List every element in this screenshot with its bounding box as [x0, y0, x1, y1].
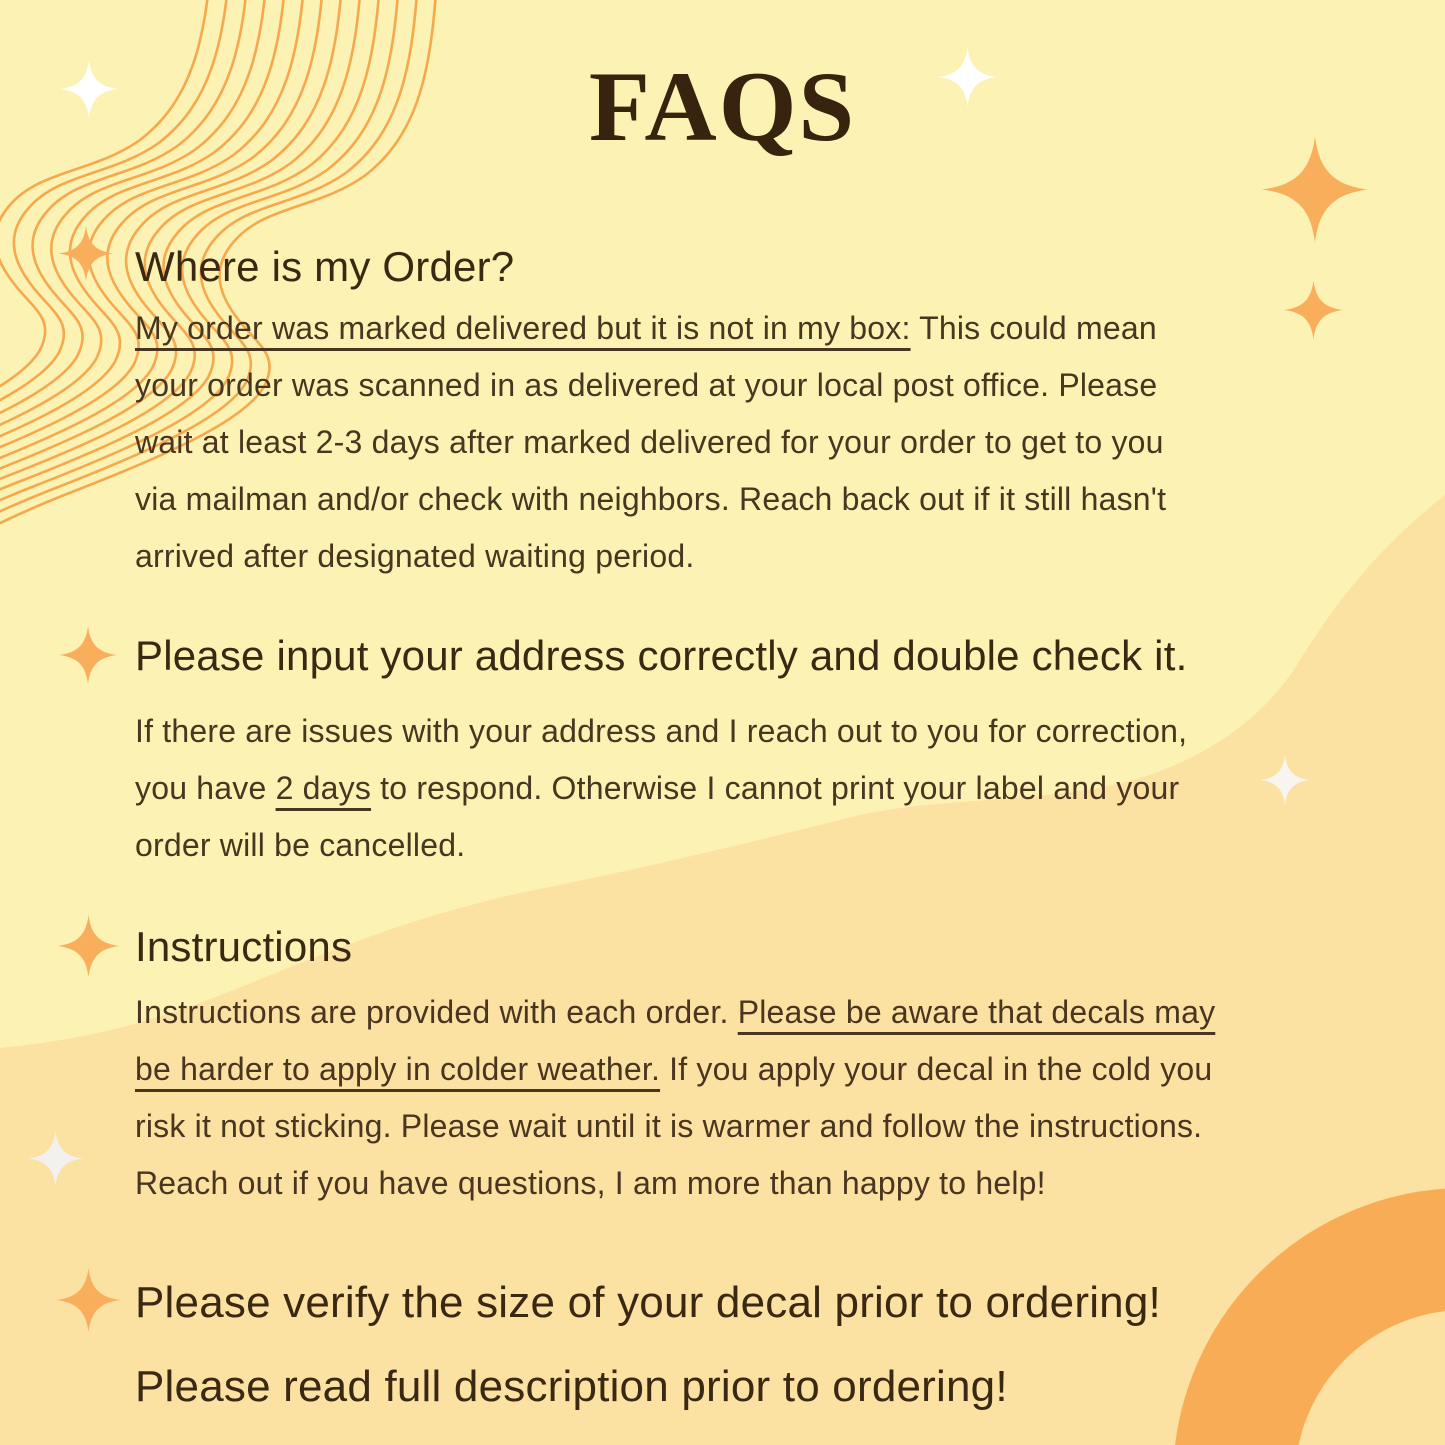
- plain-text: Reach out if you have questions, I am more than happy to help!: [135, 1165, 1046, 1201]
- paragraph-line: [135, 471, 1395, 528]
- faq-section: [135, 625, 1395, 874]
- section-heading: Where is my Order?: [135, 243, 515, 290]
- paragraph-line: [135, 300, 1395, 357]
- footer-note: Please read full description prior to ordering!: [135, 1362, 1008, 1411]
- paragraph-line: [135, 703, 1395, 760]
- underlined-text: My order was marked delivered but it is not in my box:: [135, 310, 911, 346]
- plain-text: wait at least 2-3 days after marked delivered for your order to get to you: [135, 424, 1164, 460]
- footer-note: Please verify the size of your decal prior to ordering!: [135, 1278, 1161, 1327]
- sparkle-icon: [28, 1130, 83, 1187]
- sparkle-icon: [59, 626, 117, 684]
- plain-text: risk it not sticking. Please wait until it is warmer and follow the instructions.: [135, 1108, 1203, 1144]
- section-paragraph: [135, 703, 1395, 874]
- paragraph-line: [135, 817, 1395, 874]
- paragraph-line: [135, 760, 1395, 817]
- paragraph-line: [135, 1155, 1395, 1212]
- paragraph-line: [135, 1098, 1395, 1155]
- sparkle-icon: [57, 226, 115, 281]
- underlined-text: 2 days: [275, 770, 372, 806]
- plain-text: your order was scanned in as delivered at your local post office. Please: [135, 367, 1158, 403]
- plain-text: If there are issues with your address and I reach out to you for correction,: [135, 713, 1188, 749]
- plain-text: order will be cancelled.: [135, 827, 466, 863]
- paragraph-line: [135, 357, 1395, 414]
- underlined-text: Please be aware that decals may: [737, 994, 1216, 1030]
- section-paragraph: [135, 984, 1395, 1212]
- paragraph-line: [135, 984, 1395, 1041]
- plain-text: to respond. Otherwise I cannot print your label and your: [371, 770, 1180, 806]
- section-heading: Instructions: [135, 923, 353, 970]
- plain-text: via mailman and/or check with neighbors. Reach back out if it still hasn't: [135, 481, 1167, 517]
- plain-text: you have: [135, 770, 276, 806]
- sparkle-icon: [56, 1268, 121, 1332]
- plain-text: Instructions are provided with each order.: [135, 994, 738, 1030]
- plain-text: arrived after designated waiting period.: [135, 538, 695, 574]
- sparkle-icon: [56, 915, 121, 977]
- plain-text: This could mean: [910, 310, 1157, 346]
- faq-section: [135, 916, 1395, 1212]
- paragraph-line: [135, 414, 1395, 471]
- plain-text: If you apply your decal in the cold you: [660, 1051, 1213, 1087]
- section-paragraph: [135, 300, 1395, 585]
- underlined-text: be harder to apply in colder weather.: [135, 1051, 661, 1087]
- section-heading: Please input your address correctly and double check it.: [135, 632, 1188, 679]
- faq-section: [135, 236, 1395, 585]
- paragraph-line: [135, 528, 1395, 585]
- paragraph-line: [135, 1041, 1395, 1098]
- page-title: FAQS: [588, 51, 857, 162]
